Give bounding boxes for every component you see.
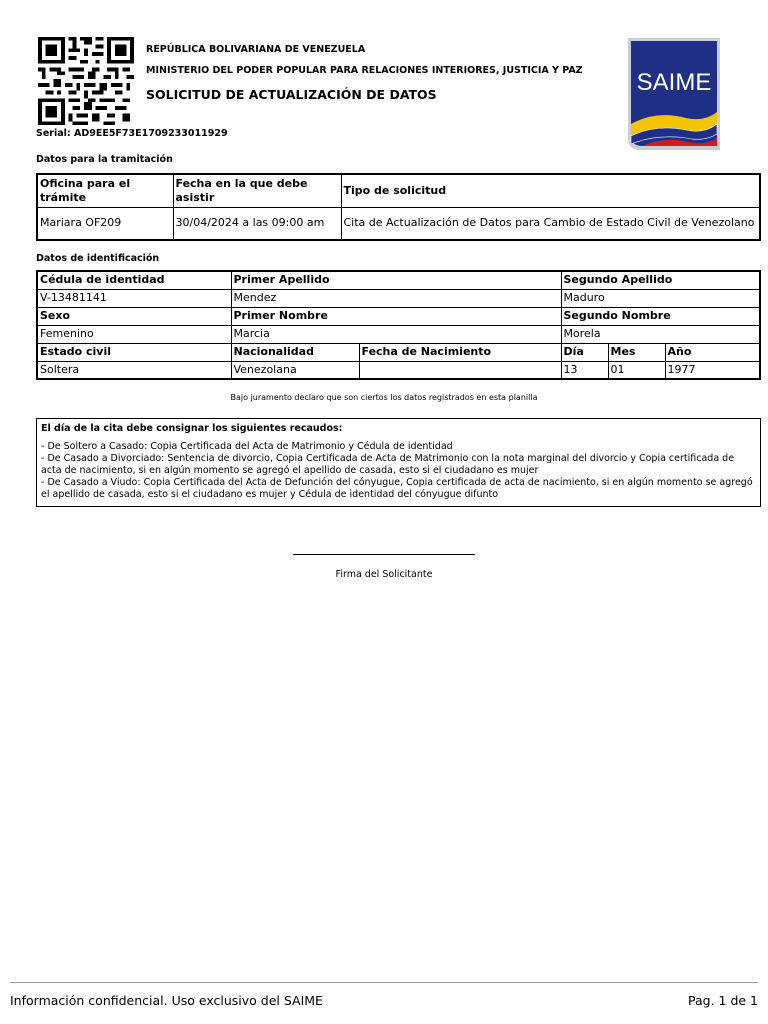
value-mes: 01: [608, 361, 665, 379]
value-fecha-nacimiento: [359, 361, 561, 379]
label-primer-apellido: Primer Apellido: [231, 271, 561, 289]
header-oficina: Oficina para el trámite: [37, 174, 173, 207]
table-row: [37, 325, 760, 343]
footer-divider: [10, 982, 758, 983]
table-row: [37, 307, 760, 325]
signature-label: Firma del Solicitante: [335, 569, 433, 580]
document-header: [146, 44, 583, 102]
value-primer-nombre: Marcia: [231, 325, 561, 343]
section-title-tramitacion: Datos para la tramitación: [36, 154, 173, 165]
label-cedula: Cédula de identidad: [37, 271, 231, 289]
table-row: [37, 361, 760, 379]
section-title-identificacion: Datos de identificación: [36, 253, 160, 264]
logo-text: SAIME: [636, 69, 712, 96]
value-anio: 1977: [665, 361, 760, 379]
table-row: [37, 289, 760, 307]
table-row: [37, 207, 760, 240]
requirement-item: - De Casado a Viudo: Copia Certificada del Acta de Defunción del cónyugue, Copia certificada de acta de nacimiento, si en algún momento se agregó el apellido de casada, esto si el ciudadano es mujer y Cédula de identidad del cónyugue difunto: [41, 477, 753, 500]
saime-logo: [626, 38, 720, 150]
value-segundo-apellido: Maduro: [561, 289, 760, 307]
label-anio: Año: [665, 343, 760, 361]
label-segundo-apellido: Segundo Apellido: [561, 271, 760, 289]
requirements-title: El día de la cita debe consignar los siguientes recaudos:: [41, 423, 343, 434]
table-row: [37, 271, 760, 289]
value-dia: 13: [561, 361, 608, 379]
value-fecha: 30/04/2024 a las 09:00 am: [173, 207, 341, 240]
value-segundo-nombre: Morela: [561, 325, 760, 343]
republic-name: REPÚBLICA BOLIVARIANA DE VENEZUELA: [146, 44, 366, 55]
ministry-name: MINISTERIO DEL PODER POPULAR PARA RELACIONES INTERIORES, JUSTICIA Y PAZ: [146, 65, 583, 76]
signature-line: [293, 554, 475, 555]
value-estado-civil: Soltera: [37, 361, 231, 379]
document-title: SOLICITUD DE ACTUALIZACIÓN DE DATOS: [146, 87, 437, 102]
identificacion-table: [36, 270, 761, 380]
table-row: [37, 343, 760, 361]
value-sexo: Femenino: [37, 325, 231, 343]
label-nacionalidad: Nacionalidad: [231, 343, 359, 361]
label-estado-civil: Estado civil: [37, 343, 231, 361]
label-primer-nombre: Primer Nombre: [231, 307, 561, 325]
value-nacionalidad: Venezolana: [231, 361, 359, 379]
label-dia: Día: [561, 343, 608, 361]
label-mes: Mes: [608, 343, 665, 361]
sworn-declaration: Bajo juramento declaro que son ciertos los datos registrados en esta planilla: [230, 393, 538, 402]
table-row: [37, 174, 760, 207]
serial-number: Serial: AD9EE5F73E1709233011929: [36, 128, 228, 139]
value-oficina: Mariara OF209: [37, 207, 173, 240]
requirements-box: [36, 418, 761, 507]
label-sexo: Sexo: [37, 307, 231, 325]
value-primer-apellido: Mendez: [231, 289, 561, 307]
requirement-item: - De Casado a Divorciado: Sentencia de divorcio, Copia Certificada de Acta de Matrimonio con la nota marginal del divorcio y Copia certificada de acta de nacimiento, si en algún momento se agregó el apellido de casada, esto si el ciudadano es mujer: [41, 453, 735, 476]
qr-code: [38, 36, 134, 126]
label-segundo-nombre: Segundo Nombre: [561, 307, 760, 325]
header-fecha: Fecha en la que debe asistir: [173, 174, 341, 207]
label-fecha-nacimiento: Fecha de Nacimiento: [359, 343, 561, 361]
value-cedula: V-13481141: [37, 289, 231, 307]
footer-confidential-note: Información confidencial. Uso exclusivo del SAIME: [10, 993, 323, 1008]
requirement-item: - De Soltero a Casado: Copia Certificada del Acta de Matrimonio y Cédula de identidad: [41, 441, 453, 452]
tramitacion-table: [36, 173, 761, 241]
value-tipo: Cita de Actualización de Datos para Cambio de Estado Civil de Venezolano: [341, 207, 760, 240]
footer-page-number: Pag. 1 de 1: [688, 993, 758, 1008]
header-tipo: Tipo de solicitud: [341, 174, 760, 207]
